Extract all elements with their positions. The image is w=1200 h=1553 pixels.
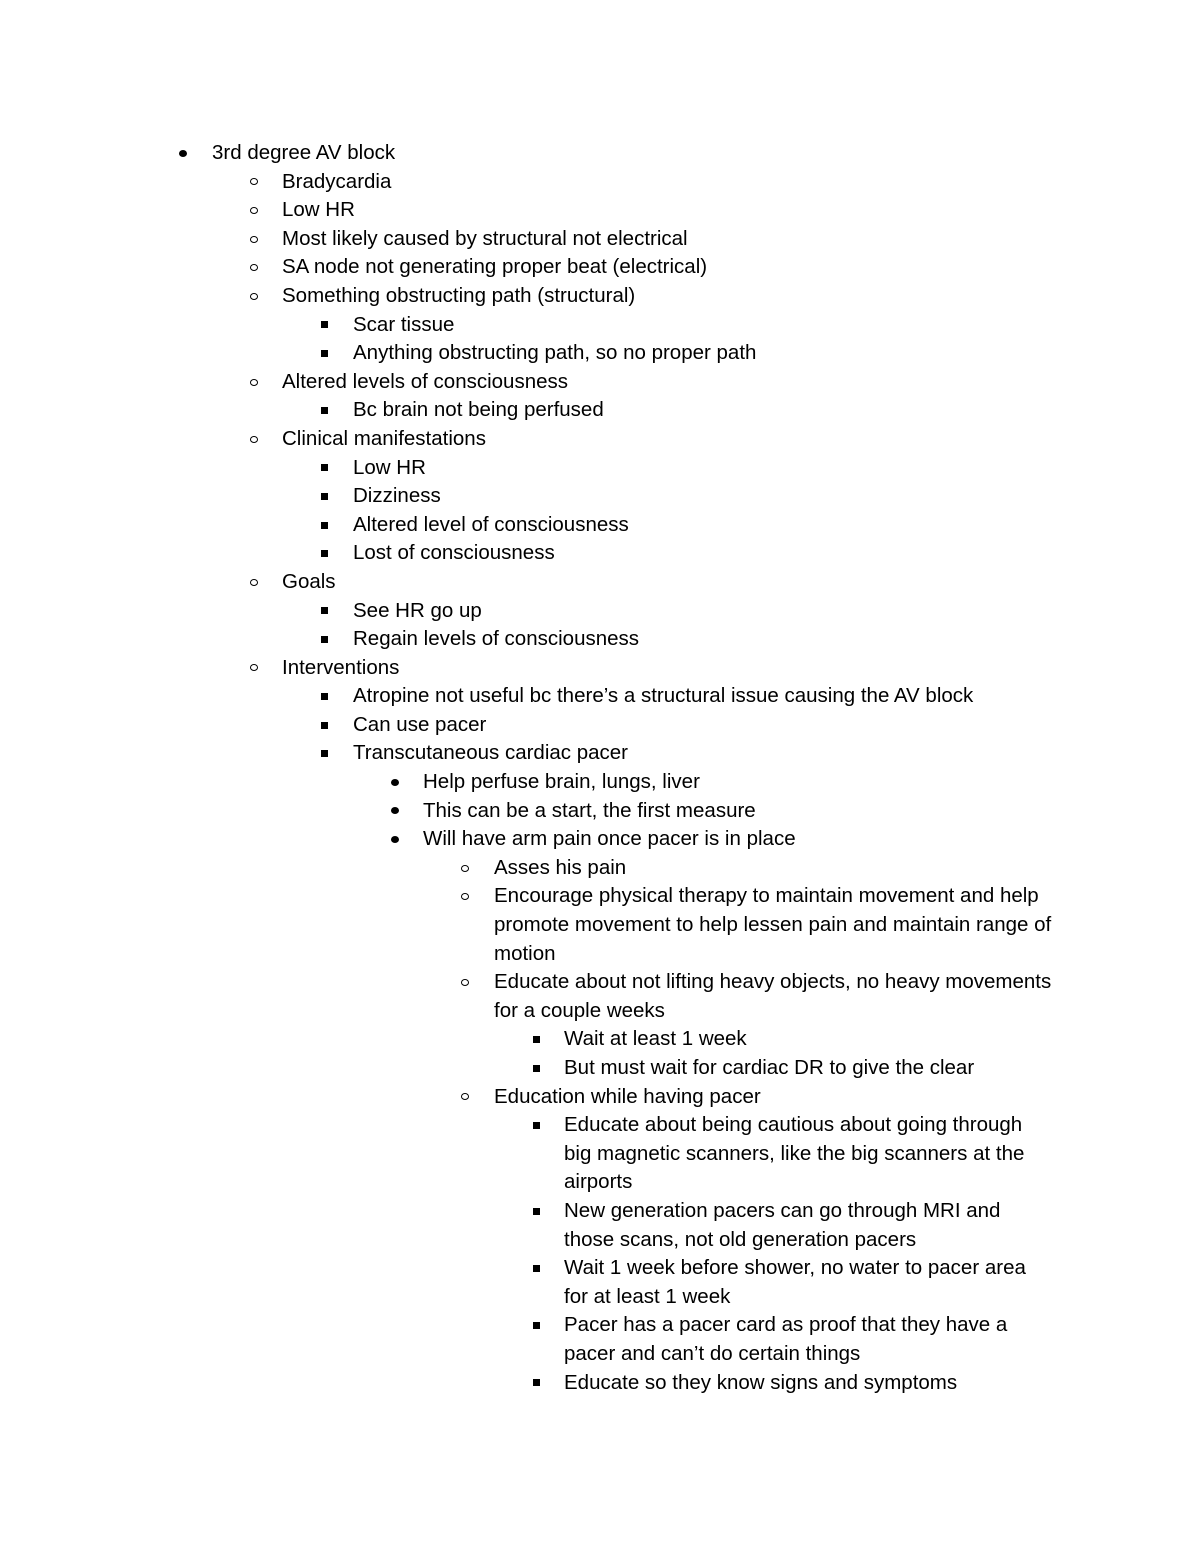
list-item (282, 225, 1052, 254)
list-item-text: Interventions (282, 655, 400, 679)
square-bullet-icon (317, 711, 331, 740)
square-bullet-icon (529, 1311, 543, 1340)
list-item (564, 1311, 1052, 1368)
list-item-text: Wait at least 1 week (564, 1027, 747, 1051)
list-item-text: Will have arm pain once pacer is in place (423, 827, 796, 851)
list-item-text: Asses his pain (494, 855, 627, 879)
square-bullet-icon (317, 682, 331, 711)
square-bullet-icon (317, 597, 331, 626)
list-item (423, 768, 1052, 797)
list-item (353, 454, 1052, 483)
disc-bullet-icon (388, 768, 402, 797)
list-item-text: Bc brain not being perfused (353, 398, 604, 422)
list-item-text: This can be a start, the first measure (423, 798, 756, 822)
circle-bullet-icon (247, 168, 261, 197)
list-item (353, 339, 1052, 368)
list-item-text: Wait 1 week before shower, no water to pacer area for at least 1 week (564, 1256, 1026, 1308)
square-bullet-icon (317, 454, 331, 483)
list-item (353, 539, 1052, 568)
list-item (494, 968, 1052, 1025)
list-item-text: Lost of consciousness (353, 541, 555, 565)
list-item (494, 882, 1052, 968)
list-item-text: 3rd degree AV block (212, 141, 396, 164)
list-item-text: Anything obstructing path, so no proper path (353, 341, 757, 365)
list-item-text: Can use pacer (353, 712, 487, 736)
list-item (282, 654, 1052, 683)
list-item (353, 625, 1052, 654)
list-item-text: Low HR (353, 455, 426, 479)
list-item (353, 511, 1052, 540)
list-item (564, 1369, 1052, 1398)
list-item (353, 396, 1052, 425)
circle-bullet-icon (458, 882, 472, 911)
list-item-text: Encourage physical therapy to maintain movement and help promote movement to help lessen pain and maintain range of motion (494, 884, 1052, 965)
list-item (353, 682, 1052, 711)
list-item (353, 711, 1052, 740)
square-bullet-icon (317, 739, 331, 768)
list-item-text: New generation pacers can go through MRI and those scans, not old generation pacers (564, 1198, 1001, 1251)
list-item-text: SA node not generating proper beat (electrical) (282, 255, 708, 279)
square-bullet-icon (529, 1197, 543, 1226)
list-item-text: Education while having pacer (494, 1084, 761, 1108)
list-item (282, 253, 1052, 282)
circle-bullet-icon (247, 425, 261, 454)
list-item-text: Bradycardia (282, 169, 392, 193)
square-bullet-icon (317, 511, 331, 540)
square-bullet-icon (317, 311, 331, 340)
list-item (353, 482, 1052, 511)
square-bullet-icon (529, 1369, 543, 1398)
list-item (282, 368, 1052, 397)
list-item (282, 168, 1052, 197)
list-item (353, 739, 1052, 768)
list-item (282, 568, 1052, 597)
circle-bullet-icon (247, 196, 261, 225)
list-item (494, 1083, 1052, 1112)
circle-bullet-icon (458, 1083, 472, 1112)
list-item (564, 1025, 1052, 1054)
circle-bullet-icon (247, 568, 261, 597)
list-item-text: Educate about being cautious about going through big magnetic scanners, like the big scanners at the airports (564, 1113, 1025, 1194)
list-item (282, 196, 1052, 225)
square-bullet-icon (317, 339, 331, 368)
square-bullet-icon (317, 482, 331, 511)
list-item-text: But must wait for cardiac DR to give the clear (564, 1056, 975, 1079)
list-item-text: Clinical manifestations (282, 426, 486, 450)
list-item (212, 139, 1052, 168)
list-item (282, 425, 1052, 454)
list-item (494, 854, 1052, 883)
list-item-text: Something obstructing path (structural) (282, 283, 636, 307)
document-body (0, 139, 1200, 1397)
list-item-text: Help perfuse brain, lungs, liver (423, 770, 700, 794)
list-item-text: Atropine not useful bc there’s a structural issue causing the AV block (353, 684, 974, 708)
circle-bullet-icon (247, 282, 261, 311)
square-bullet-icon (529, 1111, 543, 1140)
list-item (423, 797, 1052, 826)
list-item-text: Altered level of consciousness (353, 512, 629, 536)
list-item (353, 311, 1052, 340)
list-item-text: Goals (282, 569, 336, 593)
square-bullet-icon (317, 625, 331, 654)
circle-bullet-icon (247, 654, 261, 683)
list-item-text: Transcutaneous cardiac pacer (353, 741, 628, 765)
list-item (564, 1111, 1052, 1197)
list-item-text: Educate so they know signs and symptoms (564, 1370, 958, 1394)
list-item (282, 282, 1052, 311)
list-item-text: Educate about not lifting heavy objects, no heavy movements for a couple weeks (494, 970, 1052, 1022)
disc-bullet-icon (388, 825, 402, 854)
disc-bullet-icon (176, 139, 190, 168)
disc-bullet-icon (388, 797, 402, 826)
square-bullet-icon (529, 1254, 543, 1283)
circle-bullet-icon (458, 854, 472, 883)
list-item-text: Regain levels of consciousness (353, 627, 640, 651)
list-item-text: Altered levels of consciousness (282, 369, 569, 393)
square-bullet-icon (529, 1025, 543, 1054)
list-item-text: Scar tissue (353, 312, 455, 336)
list-item-text: Low HR (282, 198, 355, 222)
list-item-text: See HR go up (353, 598, 482, 622)
list-item (564, 1054, 1052, 1083)
list-item-text: Most likely caused by structural not electrical (282, 226, 688, 250)
list-item (564, 1197, 1052, 1254)
list-item (564, 1254, 1052, 1311)
circle-bullet-icon (458, 968, 472, 997)
circle-bullet-icon (247, 253, 261, 282)
list-item (353, 597, 1052, 626)
list-item (423, 825, 1052, 854)
square-bullet-icon (529, 1054, 543, 1083)
square-bullet-icon (317, 396, 331, 425)
square-bullet-icon (317, 539, 331, 568)
circle-bullet-icon (247, 368, 261, 397)
list-item-text: Dizziness (353, 484, 441, 508)
list-item-text: Pacer has a pacer card as proof that they have a pacer and can’t do certain things (564, 1313, 1008, 1365)
circle-bullet-icon (247, 225, 261, 254)
